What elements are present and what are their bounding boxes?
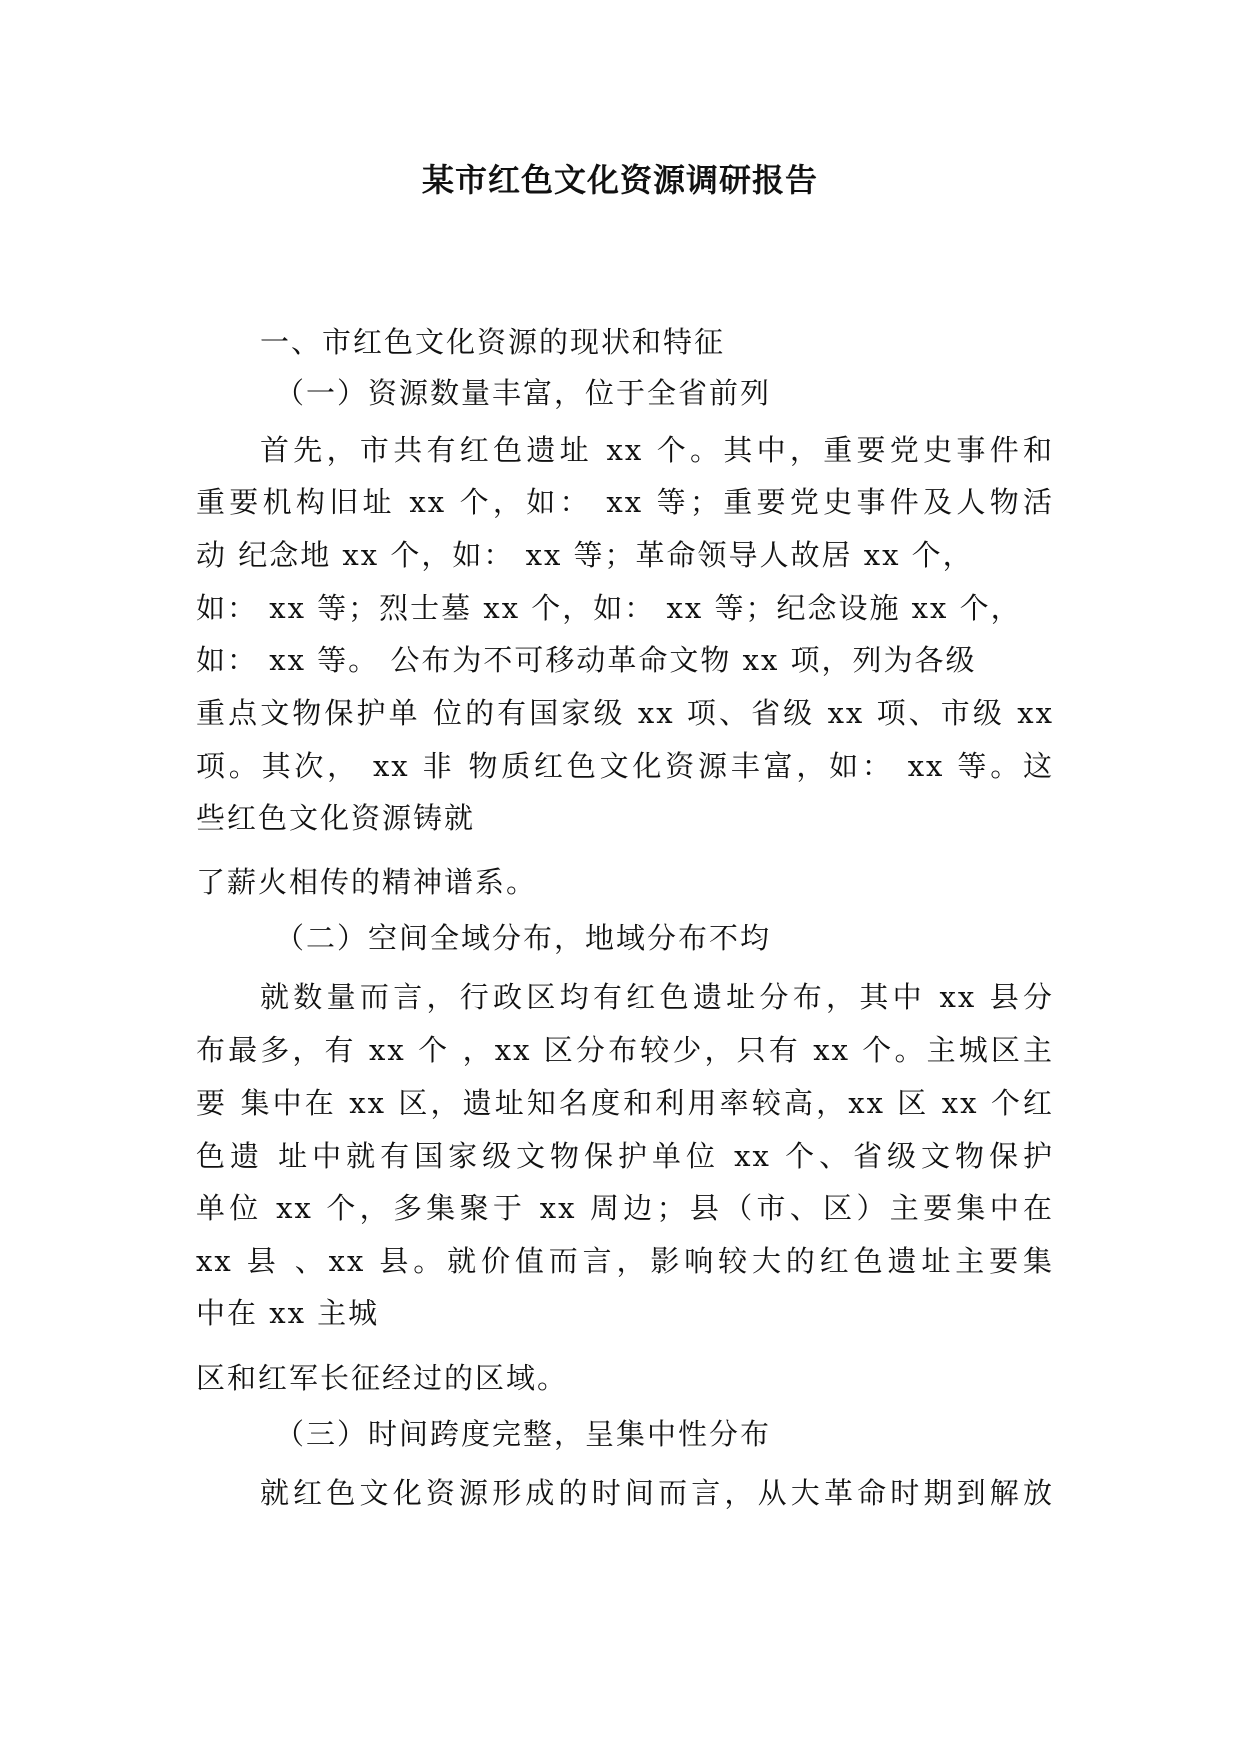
paragraph-line: 项。其次， xx 非 物质红色文化资源丰富，如： xx 等。这 xyxy=(196,749,1054,783)
paragraph-line: 了薪火相传的精神谱系。 xyxy=(196,865,538,899)
section-2-heading: （二）空间全域分布，地域分布不均 xyxy=(275,921,772,955)
paragraph-line: 就红色文化资源形成的时间而言，从大革命时期到解放 xyxy=(260,1476,1054,1510)
paragraph-line: xx 县 、xx 县。就价值而言，影响较大的红色遗址主要集 xyxy=(196,1244,1054,1278)
paragraph-line: 如： xx 等。 公布为不可移动革命文物 xx 项，列为各级 xyxy=(196,643,977,677)
paragraph-line: 要 集中在 xx 区，遗址知名度和利用率较高，xx 区 xx 个红 xyxy=(196,1086,1054,1120)
paragraph-line: 就数量而言，行政区均有红色遗址分布，其中 xx 县分 xyxy=(260,980,1054,1014)
paragraph-line: 重要机构旧址 xx 个，如： xx 等；重要党史事件及人物活 xyxy=(196,485,1054,519)
paragraph-line: 动 纪念地 xx 个，如： xx 等；革命领导人故居 xx 个， xyxy=(196,538,974,572)
paragraph-line: 单位 xx 个，多集聚于 xx 周边；县（市、区）主要集中在 xyxy=(196,1191,1054,1225)
paragraph-line: 区和红军长征经过的区域。 xyxy=(196,1361,569,1395)
paragraph-line: 首先，市共有红色遗址 xx 个。其中，重要党史事件和 xyxy=(260,433,1054,467)
paragraph-line: 布最多，有 xx 个 ，xx 区分布较少，只有 xx 个。主城区主 xyxy=(196,1033,1054,1067)
paragraph-line: 重点文物保护单 位的有国家级 xx 项、省级 xx 项、市级 xx xyxy=(196,696,1054,730)
paragraph-line: 色遗 址中就有国家级文物保护单位 xx 个、省级文物保护 xyxy=(196,1139,1054,1173)
paragraph-line: 如： xx 等；烈士墓 xx 个，如： xx 等；纪念设施 xx 个， xyxy=(196,591,1022,625)
document-title: 某市红色文化资源调研报告 xyxy=(421,161,818,199)
paragraph-line: 中在 xx 主城 xyxy=(196,1296,380,1330)
section-1-heading: （一）资源数量丰富，位于全省前列 xyxy=(275,376,772,410)
section-3-heading: （三）时间跨度完整，呈集中性分布 xyxy=(275,1417,772,1451)
heading-level-1: 一、市红色文化资源的现状和特征 xyxy=(260,325,726,359)
paragraph-line: 些红色文化资源铸就 xyxy=(196,801,476,835)
